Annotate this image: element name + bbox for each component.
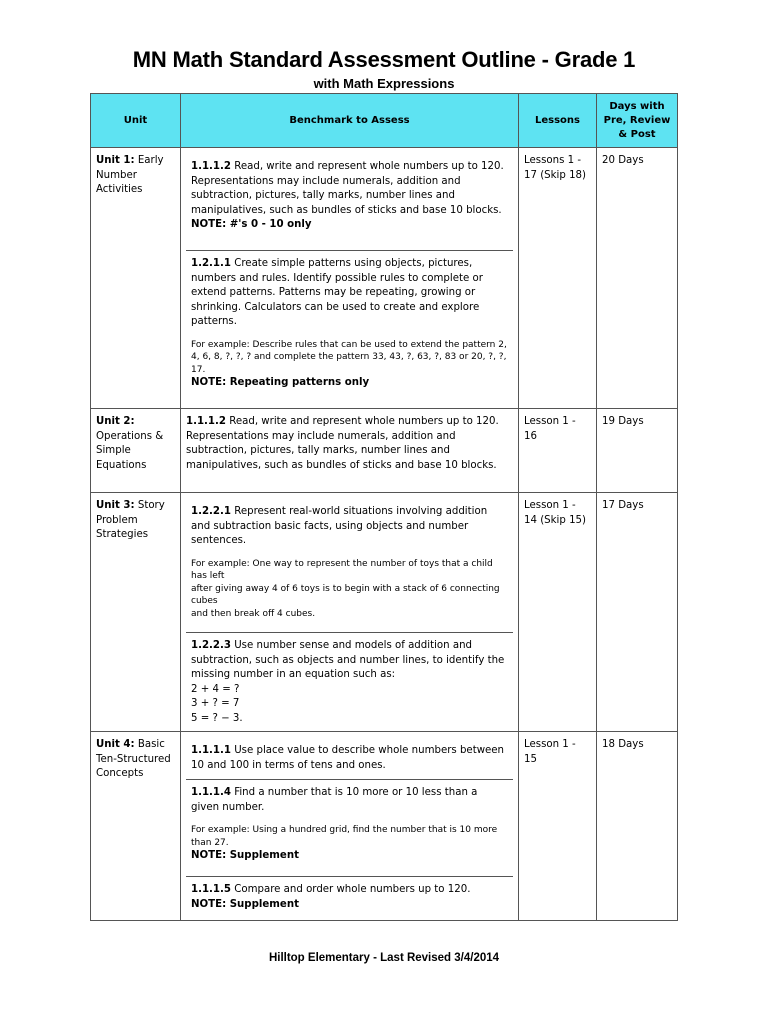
benchmark-cell bbox=[181, 732, 519, 921]
days-cell: 19 Days bbox=[597, 409, 678, 493]
benchmark-code: 1.1.1.5 bbox=[191, 884, 231, 895]
page-subtitle: with Math Expressions bbox=[313, 76, 455, 91]
table-row-unit-1 bbox=[91, 148, 678, 409]
benchmark-code: 1.1.1.2 bbox=[186, 416, 226, 427]
benchmark-note: NOTE: Supplement bbox=[191, 850, 299, 861]
equation-line: 5 = ? − 3. bbox=[191, 712, 243, 724]
benchmark-text: Use place value to describe whole numbers between 10 and 100 in terms of tens and ones. bbox=[191, 745, 505, 771]
benchmark-code: 1.2.2.3 bbox=[191, 640, 231, 651]
unit-name: Early Number Activities bbox=[96, 155, 164, 195]
days-cell: 18 Days bbox=[597, 732, 678, 921]
benchmark-text: Read, write and represent whole numbers up to 120. Representations may include numerals, addition and subtraction, pictures, tally marks, number lines and manipulatives, such as bundles of sticks and base 10 blocks. bbox=[186, 416, 499, 471]
benchmark-block bbox=[186, 154, 513, 251]
benchmark-text: Find a number that is 10 more or 10 less than a given number. bbox=[191, 787, 478, 813]
benchmark-text: Create simple patterns using objects, pictures, numbers and rules. Identify possible rules to complete or extend patterns. Patterns may be repeating, growing or shrinking. Calculators can be used to create and explore patterns. bbox=[191, 258, 483, 327]
header-row bbox=[91, 94, 678, 148]
equation-line: 2 + 4 = ? bbox=[191, 683, 240, 695]
benchmark-example bbox=[191, 558, 508, 621]
unit-label: Unit 4: bbox=[96, 739, 135, 750]
benchmark-code: 1.2.1.1 bbox=[191, 258, 231, 269]
benchmark-block bbox=[186, 499, 513, 633]
days-cell: 17 Days bbox=[597, 493, 678, 732]
benchmark-block bbox=[186, 877, 513, 916]
benchmark-code: 1.2.2.1 bbox=[191, 506, 231, 517]
unit-cell bbox=[91, 409, 181, 493]
page-title: MN Math Standard Assessment Outline - Grade 1 bbox=[132, 47, 636, 72]
unit-label: Unit 2: bbox=[96, 416, 135, 427]
unit-label: Unit 3: bbox=[96, 500, 135, 511]
days-cell: 20 Days bbox=[597, 148, 678, 409]
unit-name: Operations & Simple Equations bbox=[96, 430, 164, 471]
benchmark-text: Compare and order whole numbers up to 120. bbox=[234, 884, 471, 895]
benchmark-text: Read, write and represent whole numbers up to 120. Representations may include numerals, addition and subtraction, pictures, tally marks, number lines and manipulatives, such as bundles of sticks and base 10 blocks. bbox=[191, 161, 504, 216]
table-row-unit-4 bbox=[91, 732, 678, 921]
header-lessons: Lessons bbox=[519, 94, 597, 148]
benchmark-block bbox=[186, 251, 513, 404]
benchmark-text: Use number sense and models of addition and subtraction, such as objects and number lines, to identify the missing number in an equation such as: bbox=[191, 640, 505, 680]
table-row-unit-2 bbox=[91, 409, 678, 493]
benchmark-text: Represent real-world situations involving addition and subtraction basic facts, using objects and number sentences. bbox=[191, 506, 488, 546]
benchmark-code: 1.1.1.1 bbox=[191, 745, 231, 756]
table-row-unit-3 bbox=[91, 493, 678, 732]
benchmark-cell bbox=[181, 493, 519, 732]
unit-label: Unit 1: bbox=[96, 155, 135, 166]
lessons-cell: Lesson 1 - 15 bbox=[519, 732, 597, 921]
unit-cell bbox=[91, 493, 181, 732]
page-footer: Hilltop Elementary - Last Revised 3/4/2014 bbox=[268, 952, 500, 964]
benchmark-note: NOTE: Repeating patterns only bbox=[191, 377, 370, 388]
unit-name: Story Problem Strategies bbox=[96, 500, 165, 540]
benchmark-code: 1.1.1.2 bbox=[191, 161, 231, 172]
benchmark-note: NOTE: #'s 0 - 10 only bbox=[191, 219, 312, 230]
unit-cell bbox=[91, 732, 181, 921]
benchmark-block bbox=[186, 780, 513, 877]
header-benchmark: Benchmark to Assess bbox=[181, 94, 519, 148]
benchmark-block bbox=[186, 738, 513, 780]
assessment-table bbox=[90, 93, 678, 921]
benchmark-block bbox=[186, 633, 513, 727]
benchmark-cell bbox=[181, 148, 519, 409]
header-days: Days with Pre, Review & Post bbox=[597, 94, 678, 148]
unit-cell bbox=[91, 148, 181, 409]
lessons-cell: Lesson 1 - 14 (Skip 15) bbox=[519, 493, 597, 732]
example-line: For example: One way to represent the number of toys that a child has left bbox=[191, 558, 493, 581]
benchmark-code: 1.1.1.4 bbox=[191, 787, 231, 798]
benchmark-example: For example: Using a hundred grid, find the number that is 10 more than 27. bbox=[191, 825, 498, 848]
benchmark-cell bbox=[181, 409, 519, 493]
example-line: and then break off 4 cubes. bbox=[191, 608, 316, 619]
example-line: after giving away 4 of 6 toys is to begin with a stack of 6 connecting cubes bbox=[191, 583, 500, 606]
unit-name: Basic Ten-Structured Concepts bbox=[96, 739, 171, 779]
benchmark-note: NOTE: Supplement bbox=[191, 898, 299, 910]
benchmark-example: For example: Describe rules that can be used to extend the pattern 2, 4, 6, 8, ?, ?, ? and complete the pattern 33, 43, ?, 63, ?, 83 or 20, ?, ?, 17. bbox=[191, 339, 507, 375]
lessons-cell: Lesson 1 - 16 bbox=[519, 409, 597, 493]
lessons-cell: Lessons 1 - 17 (Skip 18) bbox=[519, 148, 597, 409]
equation-line: 3 + ? = 7 bbox=[191, 698, 240, 709]
header-unit: Unit bbox=[91, 94, 181, 148]
